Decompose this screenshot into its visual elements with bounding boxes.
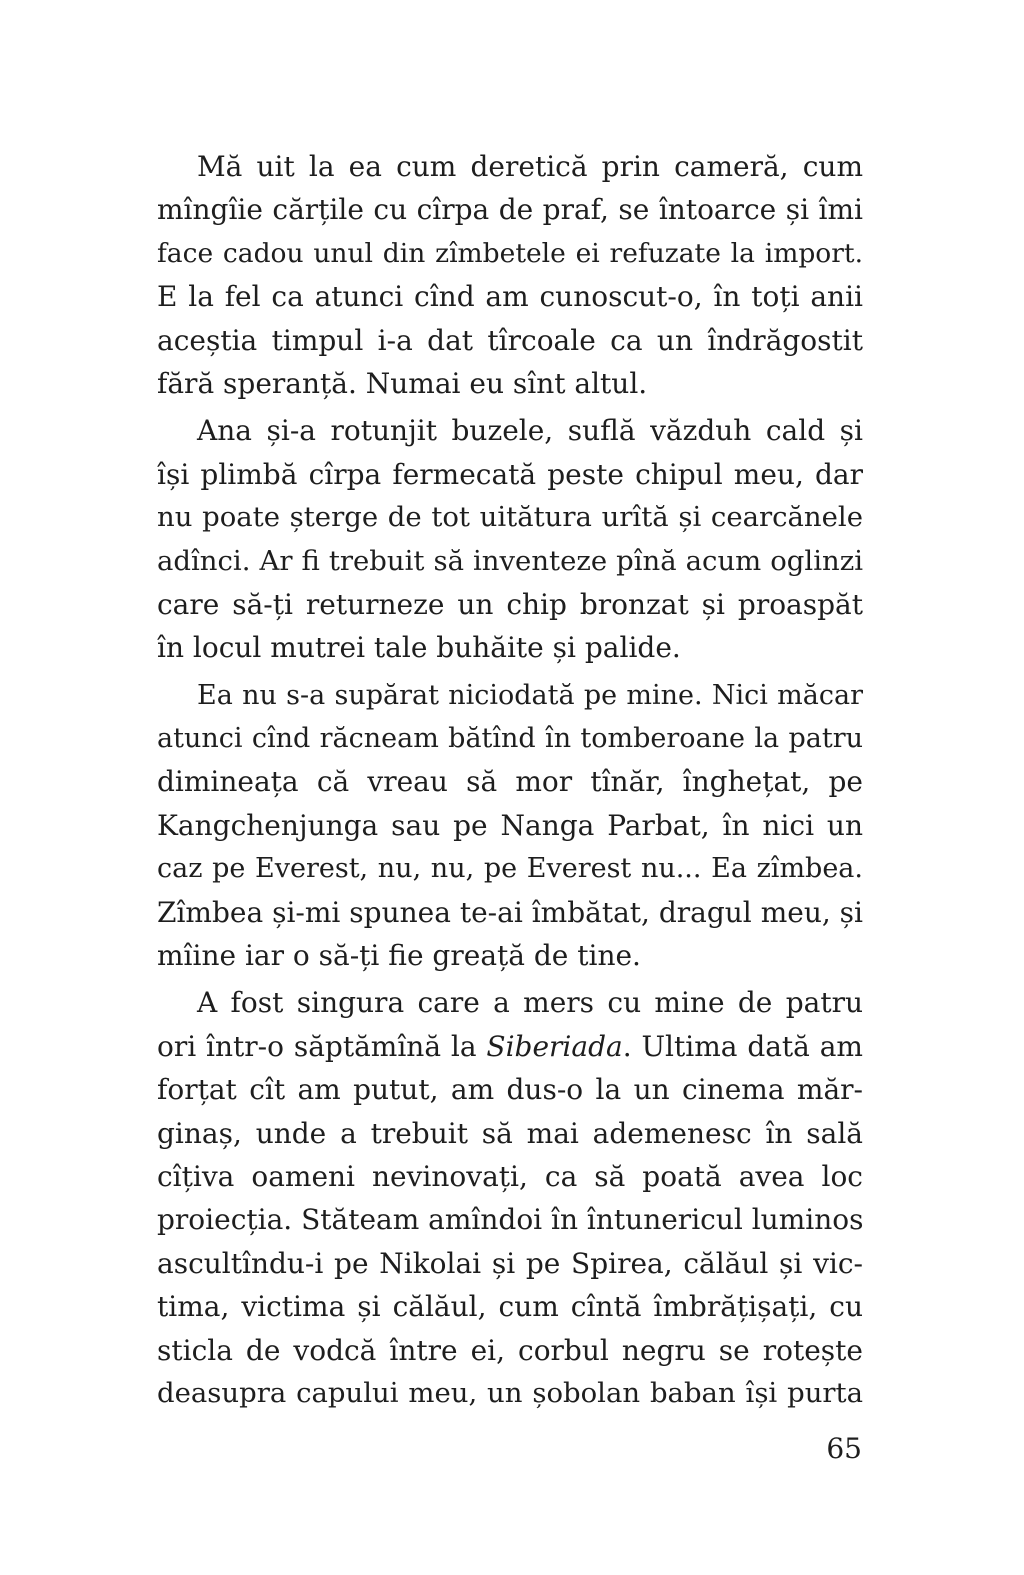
text-line: E la fel ca atunci cînd am cunoscut-o, în toți anii — [157, 280, 863, 314]
paragraph-2 — [157, 409, 863, 669]
text-line: aceștia timpul i-a dat tîrcoale ca un îndrăgostit — [157, 323, 863, 357]
text-line: Ana și-a rotunjit buzele, suflă văzduh cald și — [197, 414, 863, 448]
text-line: ginaș, unde a trebuit să mai ademenesc în sală — [157, 1116, 863, 1150]
text-line: tima, victima și călăul, cum cîntă îmbrățișați, cu — [157, 1290, 863, 1324]
page-number: 65 — [826, 1432, 862, 1465]
text-line: ascultîndu-i pe Nikolai și pe Spirea, călăul și vic- — [157, 1246, 863, 1280]
text-line: dimineața că vreau să mor tînăr, înghețat, pe — [157, 765, 863, 799]
paragraph-3 — [157, 674, 863, 978]
paragraph-4 — [157, 981, 863, 1415]
text-line: proiecția. Stăteam amîndoi în întunericul luminos — [157, 1203, 863, 1237]
text-line: Ea nu s-a supărat niciodată pe mine. Nici măcar — [197, 679, 863, 711]
text-line: cîțiva oameni nevinovați, ca să poată avea loc — [157, 1159, 863, 1193]
text-line: atunci cînd răcneam bătînd în tomberoane la patru — [157, 723, 863, 755]
text-line: deasupra capului meu, un șobolan baban își purta — [157, 1376, 863, 1409]
text-line: mîine iar o să-ți fie greață de tine. — [157, 939, 641, 973]
body-text — [157, 145, 863, 1415]
text-line: A fost singura care a mers cu mine de patru — [197, 986, 863, 1020]
paragraph-1 — [157, 145, 863, 405]
film-title: Siberiada — [486, 1029, 623, 1063]
text-line: face cadou unul din zîmbetele ei refuzate la import. — [157, 237, 863, 269]
text-line: adînci. Ar fi trebuit să inventeze pînă acum oglinzi — [157, 544, 863, 577]
text-line: mîngîie cărțile cu cîrpa de praf, se întoarce și îmi — [157, 193, 863, 227]
text-line-with-title — [157, 1025, 863, 1068]
text-line: în locul mutrei tale buhăite și palide. — [157, 631, 681, 665]
text-line: Kangchenjunga sau pe Nanga Parbat, în nici un — [157, 808, 863, 842]
text-line: forțat cît am putut, am dus-o la un cinema măr- — [157, 1073, 863, 1107]
text-line: sticla de vodcă între ei, corbul negru se rotește — [157, 1333, 863, 1367]
text-line: Zîmbea și-mi spunea te-ai îmbătat, dragul meu, și — [157, 895, 863, 929]
text-line: caz pe Everest, nu, nu, pe Everest nu... Ea zîmbea. — [157, 853, 863, 885]
text-line: își plimbă cîrpa fermecată peste chipul meu, dar — [157, 457, 863, 491]
text-line: Mă uit la ea cum deretică prin cameră, cum — [197, 150, 863, 183]
text-fragment: ori într-o săptămînă la — [157, 1029, 487, 1063]
text-fragment: . Ultima dată am — [622, 1029, 863, 1063]
text-line: care să-ți returneze un chip bronzat și proaspăt — [157, 587, 863, 621]
text-line: nu poate șterge de tot uitătura urîtă și cearcănele — [157, 501, 863, 534]
text-line: fără speranță. Numai eu sînt altul. — [157, 366, 648, 400]
